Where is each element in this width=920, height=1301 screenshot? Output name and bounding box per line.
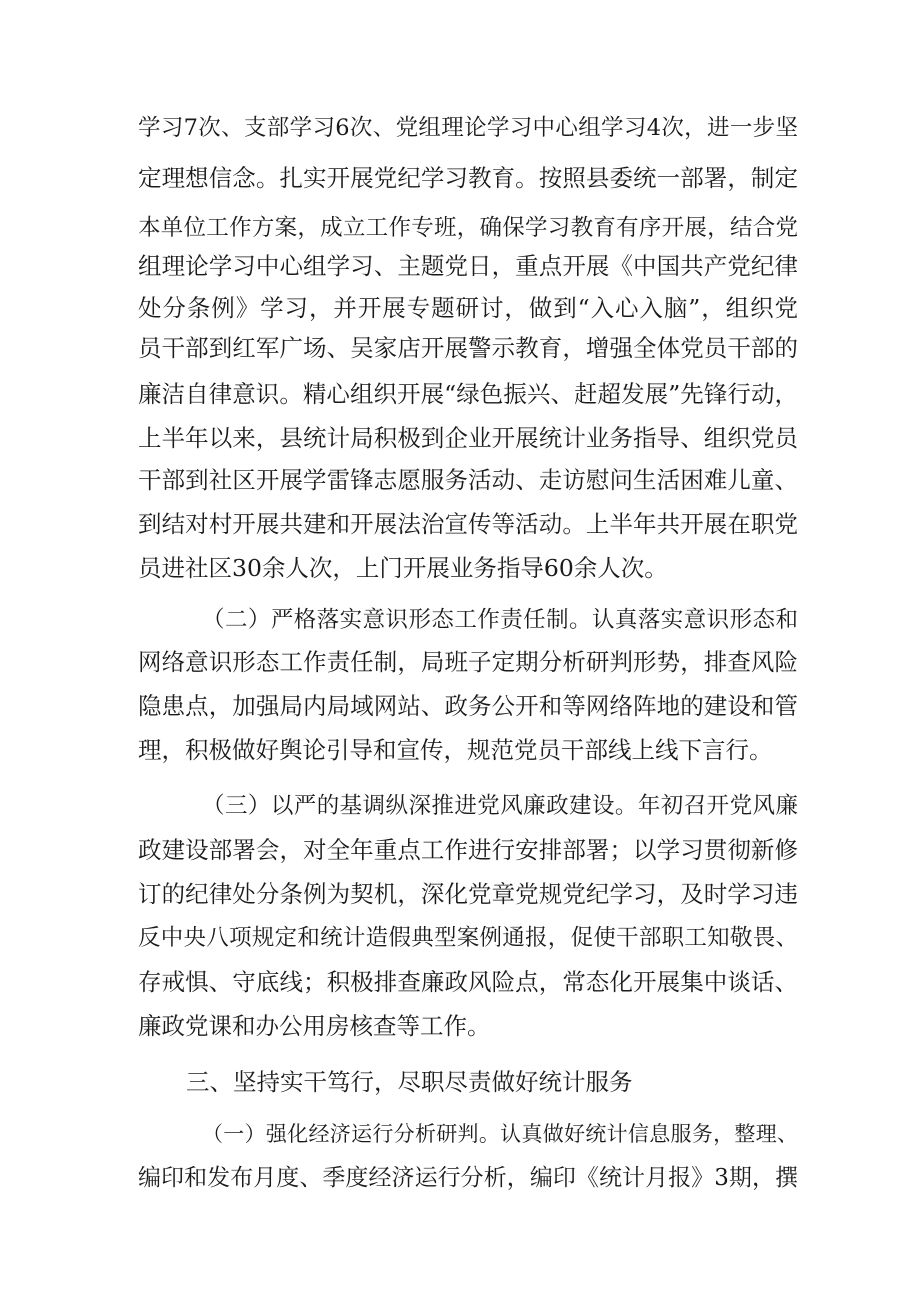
paragraph-line: 组理论学习中心组学习、主题党日，重点开展《中国共产党纪律: [138, 252, 798, 280]
paragraph-line: 反中央八项规定和统计造假典型案例通报，促使干部职工知敬畏、: [138, 925, 798, 951]
paragraph-line: 理，积极做好舆论引导和宣传，规范党员干部线上线下言行。: [138, 736, 773, 764]
paragraph-line: （三）以严的基调纵深推进党风廉政建设。年初召开党风廉: [202, 793, 798, 819]
paragraph-line: 员进社区30余人次，上门开展业务指导60余人次。: [138, 554, 668, 582]
paragraph-line: 本单位工作方案，成立工作专班，确保学习教育有序开展，结合党: [138, 215, 798, 241]
paragraph-line: 政建设部署会，对全年重点工作进行安排部署；以学习贯彻新修: [138, 836, 798, 864]
paragraph-line: （二）严格落实意识形态工作责任制。认真落实意识形态和: [202, 607, 798, 633]
paragraph-line: 学习7次、支部学习6次、党组理论学习中心组学习4次，进一步坚: [138, 115, 798, 141]
paragraph-line: 到结对村开展共建和开展法治宣传等活动。上半年共开展在职党: [138, 510, 798, 538]
paragraph-line: 员干部到红军广场、吴家店开展警示教育，增强全体党员干部的: [138, 334, 798, 362]
paragraph-line: 网络意识形态工作责任制，局班子定期分析研判形势，排查风险: [138, 648, 798, 676]
paragraph-line: 上半年以来，县统计局积极到企业开展统计业务指导、组织党员: [138, 424, 798, 452]
paragraph-line: 处分条例》学习，并开展专题研讨，做到“入心入脑”，组织党: [138, 294, 798, 322]
section-heading: 三、坚持实干笃行，尽职尽责做好统计服务: [186, 1068, 633, 1096]
paragraph-line: 定理想信念。扎实开展党纪学习教育。按照县委统一部署，制定: [138, 164, 798, 192]
paragraph-line: 存戒惧、守底线；积极排查廉政风险点，常态化开展集中谈话、: [138, 968, 798, 996]
paragraph-line: 订的纪律处分条例为契机，深化党章党规党纪学习，及时学习违: [138, 880, 798, 908]
paragraph-line: 干部到社区开展学雷锋志愿服务活动、走访慰问生活困难儿童、: [138, 466, 798, 494]
paragraph-line: 廉政党课和办公用房核查等工作。: [138, 1012, 491, 1040]
paragraph-line: 廉洁自律意识。精心组织开展“绿色振兴、赶超发展”先锋行动，: [138, 380, 798, 408]
paragraph-line: （一）强化经济运行分析研判。认真做好统计信息服务，整理、: [202, 1122, 798, 1146]
paragraph-line: 编印和发布月度、季度经济运行分析，编印《统计月报》3期，撰: [138, 1165, 798, 1191]
paragraph-line: 隐患点，加强局内局域网站、政务公开和等网络阵地的建设和管: [138, 692, 798, 720]
